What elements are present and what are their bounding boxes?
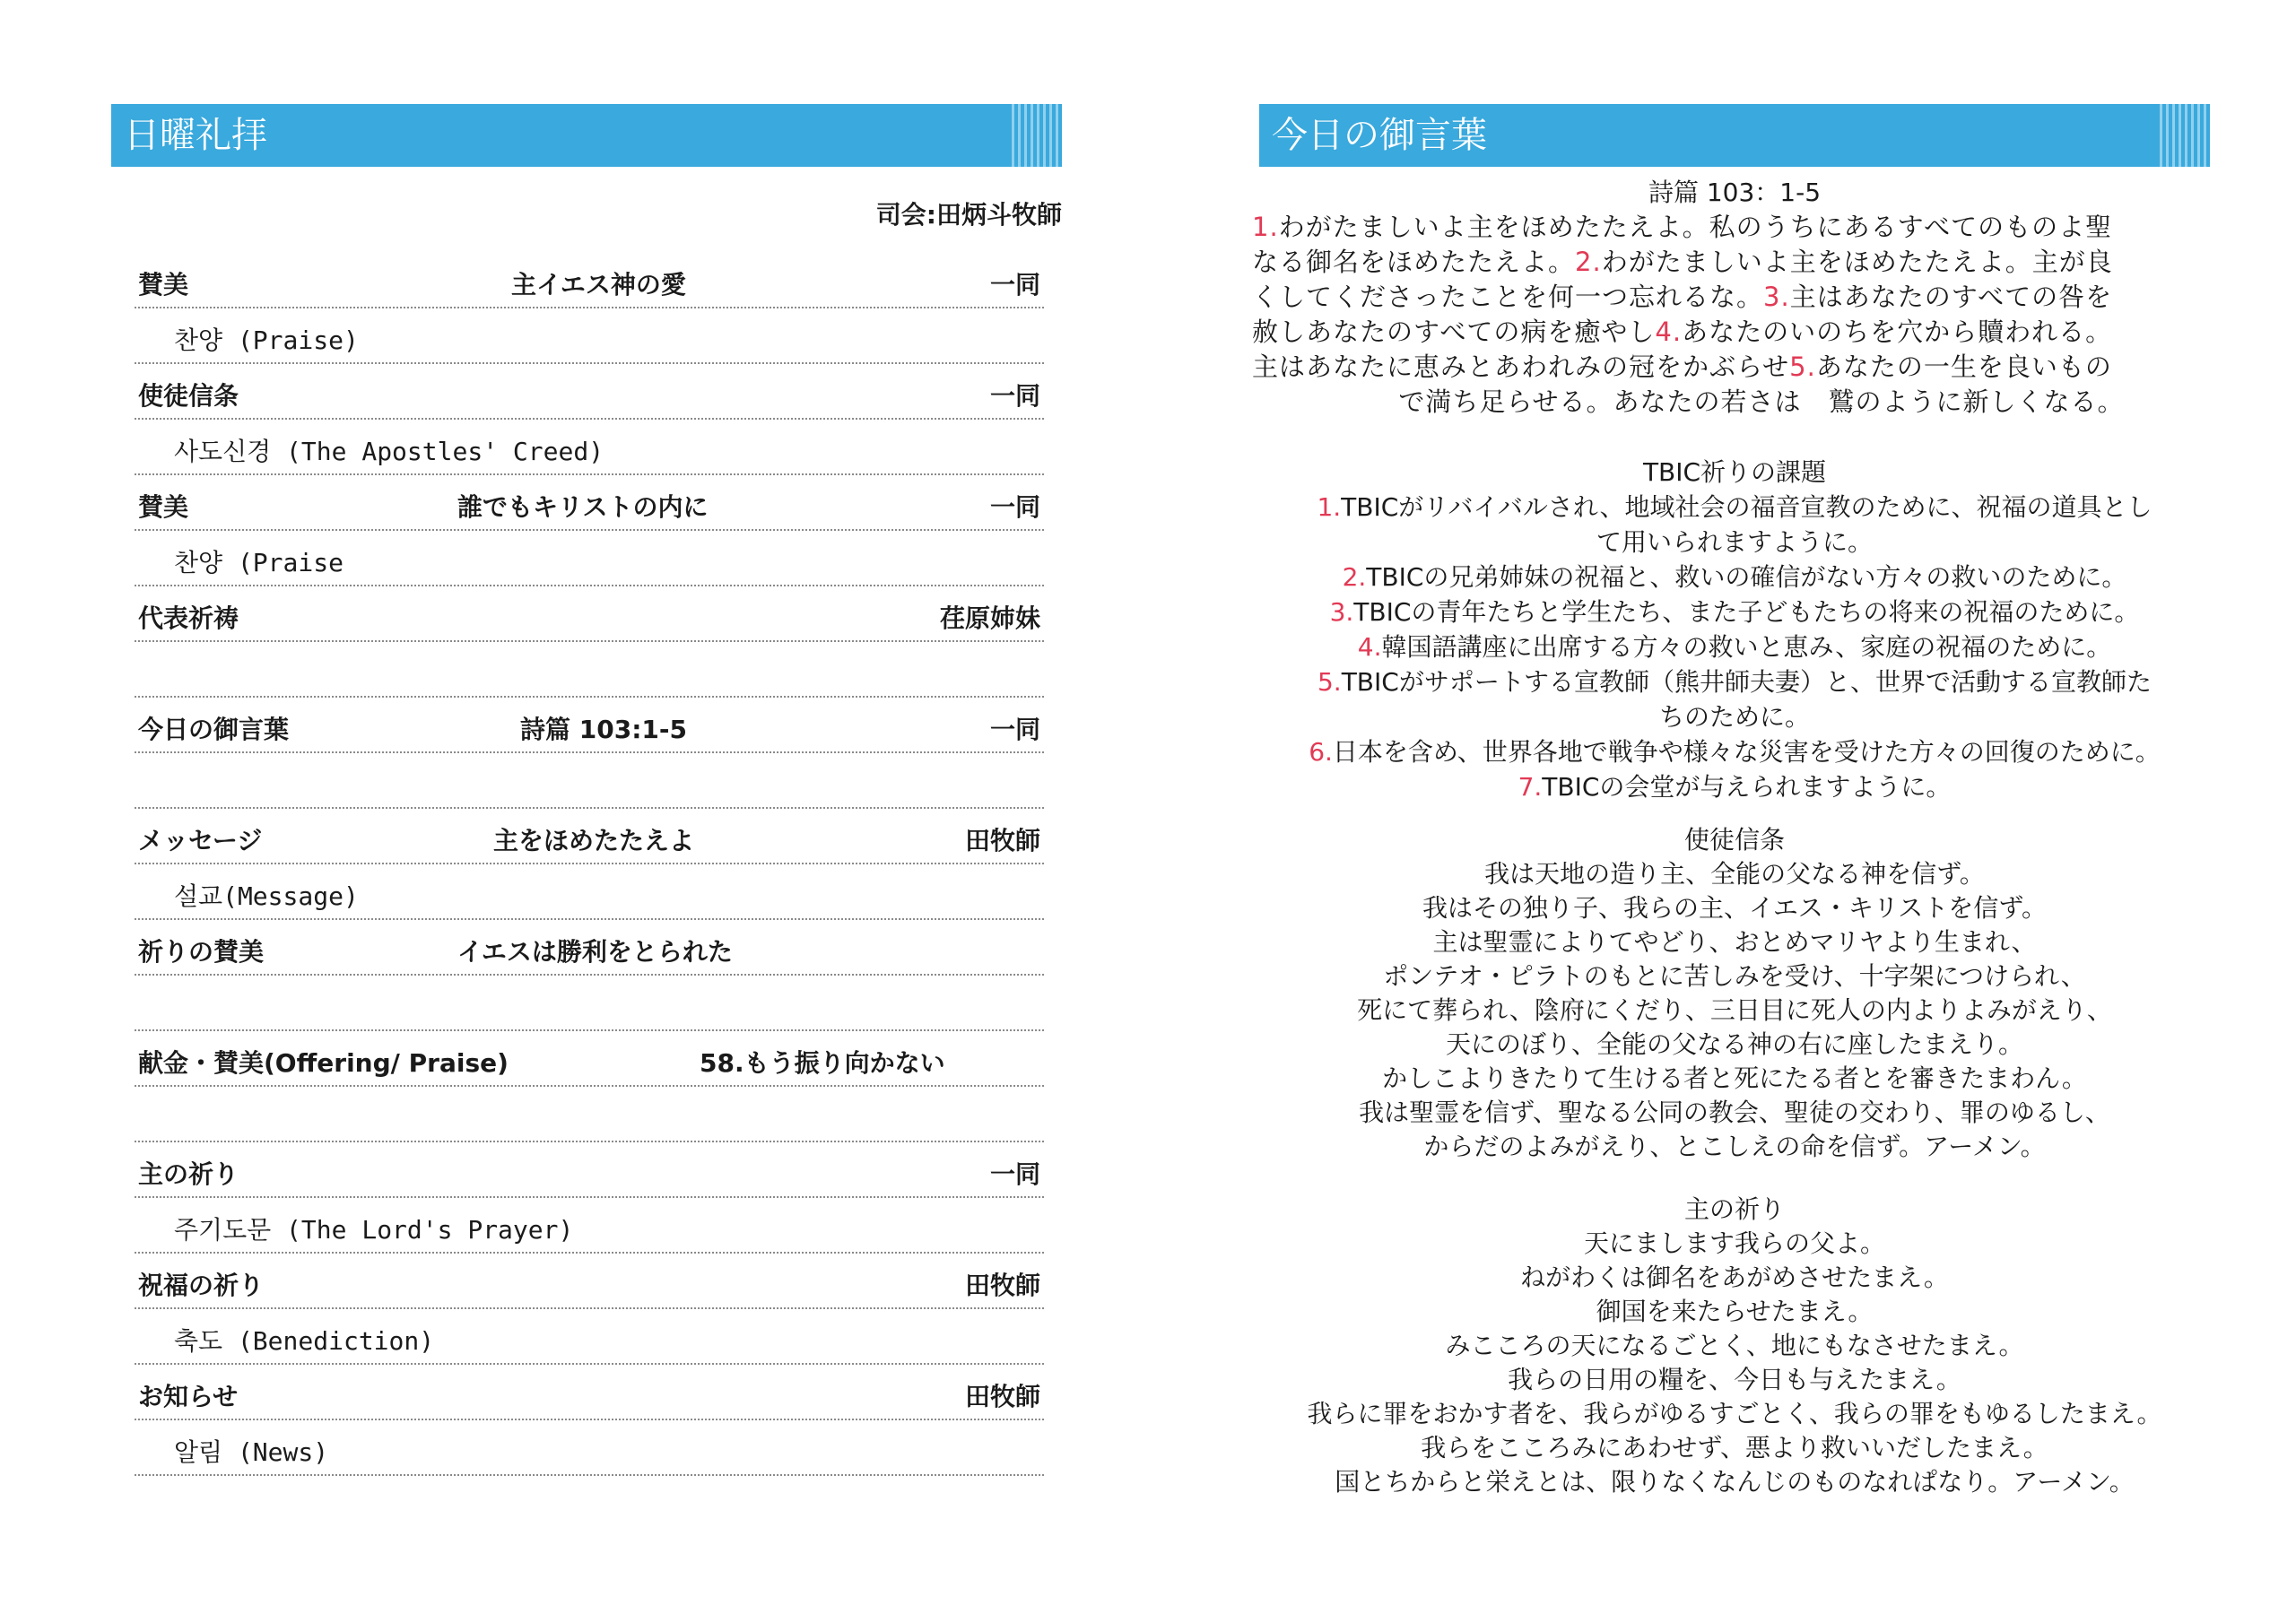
prayer-number: 3. bbox=[1329, 597, 1354, 627]
program-subrow bbox=[135, 864, 1044, 920]
verse-text: なる御名をほめたたえよ。 bbox=[1252, 247, 1576, 277]
prayer-number: 6. bbox=[1309, 737, 1333, 767]
program-subrow bbox=[135, 420, 1044, 475]
program-subrow bbox=[135, 1087, 1044, 1142]
scripture-text bbox=[1252, 210, 2217, 420]
creed-line: 主は聖霊によりてやどり、おとめマリヤより生まれ、 bbox=[1432, 927, 2037, 957]
prayer-text: 日本を含め、世界各地で戦争や様々な災害を受けた方々の回復のために。 bbox=[1332, 737, 2161, 767]
program-item-detail: 誰でもキリストの内に bbox=[457, 492, 709, 522]
verse-text: 赦しあなたのすべての病を癒やし bbox=[1252, 317, 1656, 347]
lords-prayer-line: 国とちからと栄えとは、限りなくなんじのものなれぱなり。アーメン。 bbox=[1335, 1467, 2135, 1497]
program-item-title: 使徒信条 bbox=[138, 381, 239, 411]
verse-number: 3. bbox=[1763, 282, 1790, 312]
prayer-requests-list bbox=[1252, 490, 2217, 804]
program-subrow bbox=[135, 1420, 1044, 1476]
program-item-detail: 主イエス神の愛 bbox=[511, 270, 686, 299]
prayer-number: 1. bbox=[1317, 492, 1342, 522]
program-row bbox=[135, 253, 1044, 308]
program-item-detail: 58.もう振り向かない bbox=[700, 1048, 945, 1078]
program-item-detail: 詩篇 103:1-5 bbox=[520, 715, 687, 744]
program-item-leader: 田牧師 bbox=[964, 1271, 1040, 1300]
program-row bbox=[135, 809, 1044, 864]
verse-text: 主はあなたのすべての咎を bbox=[1789, 282, 2113, 312]
presider-label: 司会:田炳斗牧師 bbox=[875, 200, 1062, 230]
verse-text: あなたの一生を良いもの bbox=[1815, 352, 2112, 382]
prayer-item bbox=[1252, 595, 2217, 629]
prayer-text: TBICの兄弟姉妹の祝福と、救いの確信がない方々の救いのために。 bbox=[1366, 562, 2127, 592]
verse-text: あなたのいのちを穴から贖われる。 bbox=[1682, 317, 2113, 347]
scripture-line bbox=[1252, 315, 2217, 350]
program-row bbox=[135, 364, 1044, 420]
program-subrow bbox=[135, 976, 1044, 1031]
program-item-title: お知らせ bbox=[138, 1382, 239, 1411]
lords-prayer-section bbox=[1252, 1193, 2217, 1499]
prayer-item bbox=[1252, 769, 2217, 804]
lords-prayer-line: 我らをこころみにあわせず、悪より救いいだしたまえ。 bbox=[1421, 1433, 2048, 1462]
scripture-line bbox=[1252, 350, 2217, 385]
scripture-section bbox=[1252, 176, 2217, 420]
program-item-title: 賛美 bbox=[138, 270, 189, 299]
program-item-detail: 主をほめたたえよ bbox=[493, 826, 695, 855]
prayer-item-continued: て用いられますように。 bbox=[1596, 527, 1873, 557]
prayer-item bbox=[1252, 560, 2217, 595]
program-subrow bbox=[135, 1309, 1044, 1365]
program-item-leader: 田牧師 bbox=[964, 826, 1040, 855]
lords-prayer-line: 天にまします我らの父よ。 bbox=[1583, 1228, 1885, 1258]
program-item-title: メッセージ bbox=[138, 826, 263, 855]
program-item-title: 代表祈祷 bbox=[138, 603, 239, 633]
lords-prayer-line: ねがわくは御名をあがめさせたまえ。 bbox=[1520, 1263, 1949, 1292]
lords-prayer-line: 御国を来たらせたまえ。 bbox=[1596, 1297, 1874, 1326]
program-item-leader: 田牧師 bbox=[964, 1382, 1040, 1411]
prayer-text: TBICの会堂が与えられますように。 bbox=[1542, 772, 1952, 802]
prayer-text: TBICがリバイバルされ、地域社会の福音宣教のために、祝福の道具とし bbox=[1341, 492, 2152, 522]
verse-number: 2. bbox=[1575, 247, 1602, 277]
prayer-text: 韓国語講座に出席する方々の救いと恵み、家庭の祝福のために。 bbox=[1381, 632, 2112, 662]
prayer-number: 5. bbox=[1317, 667, 1342, 697]
verse-text: 主はあなたに恵みとあわれみの冠をかぶらせ bbox=[1252, 352, 1790, 382]
prayer-item-continued: ちのために。 bbox=[1658, 702, 1810, 732]
prayer-item bbox=[1252, 734, 2217, 769]
creed-line: かしこよりきたりて生ける者と死にたる者とを審きたまわん。 bbox=[1382, 1063, 2087, 1093]
program-item-detail: イエスは勝利をとられた bbox=[457, 937, 733, 967]
creed-line: 我はその独り子、我らの主、イエス・キリストを信ず。 bbox=[1422, 893, 2048, 923]
scripture-line bbox=[1252, 210, 2217, 245]
program-item-leader: 荏原姉妹 bbox=[939, 603, 1040, 633]
verse-text: わがたましいよ主をほめたたえよ。主が良 bbox=[1601, 247, 2113, 277]
scripture-title: 詩篇 103：1-5 bbox=[1648, 178, 1822, 207]
worship-program bbox=[135, 253, 1044, 1476]
apostles-creed-text bbox=[1252, 857, 2217, 1164]
creed-line: 我は聖霊を信ず、聖なる公同の教会、聖徒の交わり、罪のゆるし、 bbox=[1359, 1098, 2110, 1127]
program-subrow bbox=[135, 531, 1044, 586]
program-item-leader: 一同 bbox=[989, 270, 1040, 299]
verse-number: 1. bbox=[1252, 212, 1279, 242]
prayer-item bbox=[1252, 629, 2217, 664]
creed-line: 我は天地の造り主、全能の父なる神を信ず。 bbox=[1484, 859, 1985, 889]
program-item-korean: 주기도문 (The Lord's Prayer) bbox=[174, 1215, 574, 1245]
prayer-item bbox=[1252, 664, 2217, 699]
program-item-title: 今日の御言葉 bbox=[138, 715, 290, 744]
program-item-korean: 찬양 (Praise) bbox=[174, 325, 359, 355]
lords-prayer-line: 我らに罪をおかす者を、我らがゆるすごとく、我らの罪をもゆるしたまえ。 bbox=[1307, 1399, 2162, 1428]
program-row bbox=[135, 698, 1044, 753]
lords-prayer-title: 主の祈り bbox=[1683, 1194, 1785, 1224]
verse-text: で満ち足らせる。あなたの若さは 鷲のように新しくなる。 bbox=[1344, 386, 2125, 417]
prayer-item bbox=[1252, 490, 2217, 525]
program-item-leader: 一同 bbox=[989, 381, 1040, 411]
lords-prayer-line: 我らの日用の糧を、今日も与えたまえ。 bbox=[1508, 1365, 1961, 1394]
worship-header: 日曜礼拝 bbox=[111, 104, 1062, 167]
verse-number: 5. bbox=[1789, 352, 1816, 382]
program-item-leader: 一同 bbox=[989, 715, 1040, 744]
prayer-requests-section bbox=[1252, 456, 2217, 804]
apostles-creed-title: 使徒信条 bbox=[1683, 825, 1785, 855]
verse-number: 4. bbox=[1655, 317, 1683, 347]
program-item-korean: 축도 (Benediction) bbox=[174, 1326, 435, 1356]
program-item-title: 主の祈り bbox=[138, 1159, 239, 1189]
program-subrow bbox=[135, 753, 1044, 809]
prayer-requests-title: TBIC祈りの課題 bbox=[1642, 457, 1827, 487]
program-item-title: 祝福の祈り bbox=[138, 1271, 265, 1300]
program-item-title: 賛美 bbox=[138, 492, 189, 522]
program-row bbox=[135, 1365, 1044, 1420]
prayer-number: 2. bbox=[1342, 562, 1367, 592]
prayer-text: TBICがサポートする宣教師（熊井師夫妻）と、世界で活動する宣教師た bbox=[1341, 667, 2152, 697]
prayer-number: 7. bbox=[1518, 772, 1543, 802]
program-row bbox=[135, 475, 1044, 531]
program-subrow bbox=[135, 1198, 1044, 1254]
program-item-leader: 一同 bbox=[989, 1159, 1040, 1189]
scripture-line bbox=[1252, 385, 2217, 420]
creed-line: ポンテオ・ピラトのもとに苦しみを受け、十字架につけられ、 bbox=[1383, 961, 2086, 991]
program-row bbox=[135, 586, 1044, 642]
program-subrow bbox=[135, 642, 1044, 698]
lords-prayer-line: みこころの天になるごとく、地にもなさせたまえ。 bbox=[1445, 1331, 2024, 1360]
program-item-korean: 찬양 (Praise bbox=[174, 548, 344, 577]
apostles-creed-section bbox=[1252, 823, 2217, 1164]
verse-text: わがたましいよ主をほめたたえよ。私のうちにあるすべてのものよ聖 bbox=[1278, 212, 2113, 242]
lords-prayer-text bbox=[1252, 1227, 2217, 1499]
creed-line: 天にのぼり、全能の父なる神の右に座したまえり。 bbox=[1445, 1029, 2023, 1059]
prayer-number: 4. bbox=[1357, 632, 1382, 662]
program-item-leader: 一同 bbox=[989, 492, 1040, 522]
scripture-line bbox=[1252, 280, 2217, 315]
program-item-title: 祈りの賛美 bbox=[138, 937, 265, 967]
creed-line: からだのよみがえり、とこしえの命を信ず。アーメン。 bbox=[1423, 1132, 2046, 1161]
scripture-line bbox=[1252, 245, 2217, 280]
todays-word-header: 今日の御言葉 bbox=[1259, 104, 2210, 167]
program-item-korean: 사도신경 (The Apostles' Creed) bbox=[174, 437, 604, 466]
program-item-korean: 설교(Message) bbox=[174, 881, 359, 911]
verse-text: くしてくださったことを何一つ忘れるな。 bbox=[1252, 282, 1764, 312]
creed-line: 死にて葬られ、陰府にくだり、三日目に死人の内よりよみがえり、 bbox=[1357, 995, 2112, 1025]
program-subrow bbox=[135, 308, 1044, 364]
program-row bbox=[135, 1031, 1044, 1087]
program-item-korean: 알림 (News) bbox=[174, 1437, 329, 1467]
program-row bbox=[135, 1254, 1044, 1309]
program-row bbox=[135, 1142, 1044, 1198]
program-item-title: 献金・賛美(Offering/ Praise) bbox=[138, 1048, 509, 1078]
prayer-text: TBICの青年たちと学生たち、また子どもたちの将来の祝福のために。 bbox=[1353, 597, 2140, 627]
program-row bbox=[135, 920, 1044, 976]
